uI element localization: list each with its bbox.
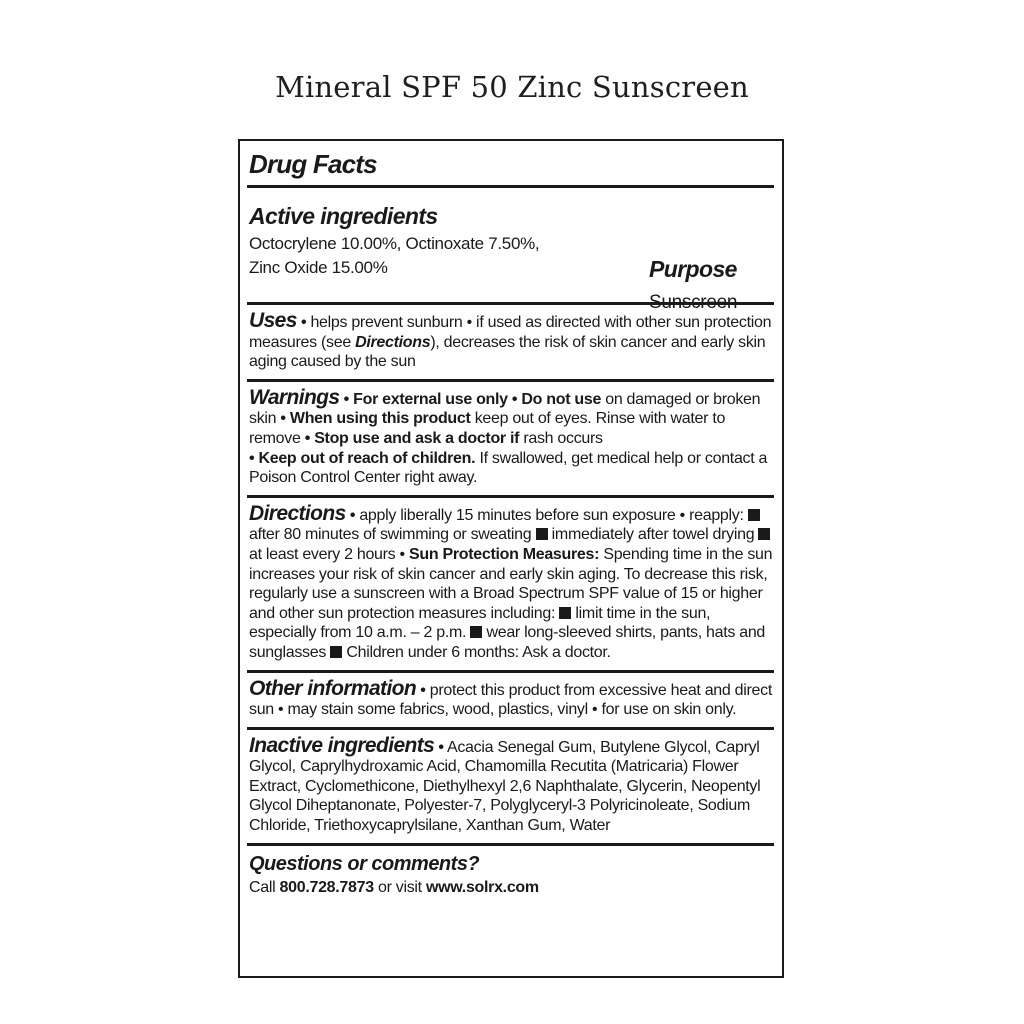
active-ingredients-heading: Active ingredients xyxy=(249,203,438,229)
warning-text: If swallowed, get medical help or contact a Poison Control Center right away. xyxy=(249,449,768,487)
or-visit-label: or visit xyxy=(377,878,422,896)
warning-bold: When using this product xyxy=(289,410,471,428)
directions-reference: Directions xyxy=(355,333,431,351)
square-bullet-icon xyxy=(536,528,548,540)
square-bullet-icon xyxy=(559,607,571,619)
drug-facts-panel xyxy=(238,139,784,978)
warning-text: on damaged or broken skin xyxy=(249,390,761,428)
inactive-ingredients-heading: Inactive ingredients xyxy=(249,733,435,757)
other-information-heading: Other information xyxy=(249,676,417,700)
questions-section xyxy=(248,846,774,900)
questions-heading: Questions or comments? xyxy=(249,852,480,875)
active-ingredients-section xyxy=(248,188,774,313)
directions-text: at least every 2 hours • xyxy=(249,545,405,563)
square-bullet-icon xyxy=(470,626,482,638)
warning-bold: For external use only xyxy=(353,390,508,408)
drug-facts-title: Drug Facts xyxy=(249,149,377,179)
square-bullet-icon xyxy=(748,509,760,521)
purpose-heading: Purpose xyxy=(649,256,737,282)
uses-text: helps prevent sunburn • if used as directed with other sun protection measures (see xyxy=(249,314,772,351)
directions-text: after 80 minutes of swimming or sweating xyxy=(249,526,532,544)
warning-text: rash occurs xyxy=(523,429,603,447)
directions-heading: Directions xyxy=(249,501,346,525)
directions-text: Children under 6 months: Ask a doctor. xyxy=(346,643,611,661)
uses-text: ), decreases the risk of skin cancer and early skin aging caused by the sun xyxy=(249,333,766,371)
directions-text: apply liberally 15 minutes before sun exposure • reapply: xyxy=(359,506,744,524)
active-ingredients-line: Zinc Oxide 15.00% xyxy=(249,258,388,277)
phone-number[interactable]: 800.728.7873 xyxy=(279,878,374,896)
warnings-heading: Warnings xyxy=(249,385,340,409)
warning-bold: Keep out of reach of children. xyxy=(258,449,476,467)
active-ingredients-line: Octocrylene 10.00%, Octinoxate 7.50%, xyxy=(249,234,540,253)
inactive-ingredients-text: Acacia Senegal Gum, Butylene Glycol, Capryl Glycol, Caprylhydroxamic Acid, Chamomilla Recutita (Matricaria) Flower Extract, Cyclomethicone, Diethylhexyl 2,6 Naphthalate, Glycerin, Neopentyl Glycol Diheptanonate, Polyester-7, Polyglyceryl-3 Polyricinoleate, Sodium Chloride, Triethoxycaprylsilane, Xanthan Gum, Water xyxy=(249,738,761,835)
sun-protection-heading: Sun Protection Measures: xyxy=(408,545,600,563)
warning-bold: Do not use xyxy=(521,390,602,408)
directions-text: immediately after towel drying xyxy=(551,526,755,544)
directions-text: Spending time in the sun increases your risk of skin cancer and early skin aging. To decrease this risk, regularly use a sunscreen with a Broad Spectrum SPF value of 15 or higher and other sun protection measures including: xyxy=(249,545,773,622)
directions-text: limit time in the sun, especially from 10 a.m. – 2 p.m. xyxy=(249,604,711,642)
other-information-text: protect this product from excessive heat and direct sun • may stain some fabrics, wood, plastics, vinyl • for use on skin only. xyxy=(249,681,772,719)
directions-section: Directions • apply liberally 15 minutes before sun exposure • reapply: after 80 minutes of swimming or sweating immediately after towel drying at least every 2 hours • Sun Protection Measures: Spending time in the sun increases your risk of skin cancer and early skin aging. To decrease this risk, regularly use a sunscreen with a Broad Spectrum SPF value of 15 or higher and other sun protection measures including: limit time in the sun, especially from 10 a.m. – 2 p.m. wear long-sleeved shirts, pants, hats and sunglasses Children under 6 months: Ask a doctor. xyxy=(249,501,773,661)
call-label: Call xyxy=(249,878,276,896)
purpose-value: Sunscreen xyxy=(649,292,738,313)
square-bullet-icon xyxy=(758,528,770,540)
warning-bold: Stop use and ask a doctor if xyxy=(314,429,520,447)
uses-section xyxy=(248,305,774,379)
directions-text: wear long-sleeved shirts, pants, hats and sunglasses xyxy=(249,624,766,661)
warning-text: keep out of eyes. Rinse with water to remove xyxy=(249,410,726,447)
inactive-ingredients-section: Inactive ingredients • Acacia Senegal Gum, Butylene Glycol, Capryl Glycol, Caprylhydroxamic Acid, Chamomilla Recutita (Matricaria) Flower Extract, Cyclomethicone, Diethylhexyl 2,6 Naphthalate, Glycerin, Neopentyl Glycol Diheptanonate, Polyester-7, Polyglyceryl-3 Polyricinoleate, Sodium Chloride, Triethoxycaprylsilane, Xanthan Gum, Water xyxy=(249,733,761,835)
square-bullet-icon xyxy=(330,646,342,658)
website-link[interactable]: www.solrx.com xyxy=(425,878,539,896)
page-title: Mineral SPF 50 Zinc Sunscreen xyxy=(275,70,749,104)
other-information-section: Other information • protect this product from excessive heat and direct sun • may stain some fabrics, wood, plastics, vinyl • for use on skin only. xyxy=(249,676,772,719)
uses-heading: Uses xyxy=(249,309,297,332)
warnings-section: Warnings • For external use only • Do not use on damaged or broken skin • When using this product keep out of eyes. Rinse with water to remove • Stop use and ask a doctor if rash occurs • Keep out of reach of children. If swallowed, get medical help or contact a Poison Control Center right away. xyxy=(249,385,768,487)
bullet: • xyxy=(300,314,307,331)
